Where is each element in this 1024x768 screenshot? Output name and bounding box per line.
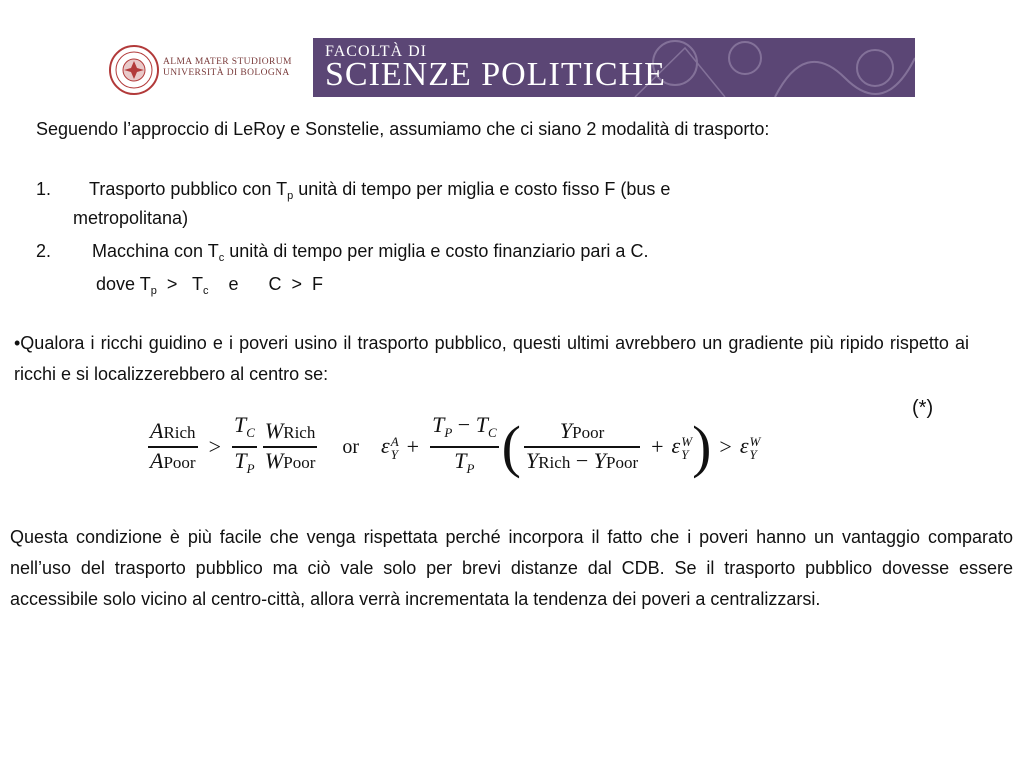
faculty-label: FACOLTÀ DI [325,43,428,60]
list-text: Trasporto pubblico con T [89,179,288,199]
list-text: Macchina con T [92,241,219,261]
fraction-area-ratio: $\frac{\text{ARich}}{\text{APoor}}$ [150,418,196,473]
subscript: p [287,190,294,202]
list-number: 2. [36,241,52,261]
epsilon-W: ε W Y [671,433,693,462]
subscript: c [218,252,225,264]
bullet-paragraph: •Qualora i ricchi guidino e i poveri usino il trasporto pubblico, questi ultimi avrebbero un gradiente più ripido rispetto ai ricchi e si localizzerebbero al centro se: [14,333,969,384]
condition-line [96,273,323,295]
operator: + [651,434,664,459]
list-number: 1. [36,179,52,199]
formula [145,411,845,483]
or-word: or [342,435,360,458]
fraction-time-ratio: $\frac{T_C}{T_P}$ [234,412,255,476]
list-text: unità di tempo per miglia e costo finanziario pari a C. [224,241,649,261]
faculty-banner [313,38,915,97]
formula-tag: (*) [912,397,934,419]
subscript: p [150,285,157,297]
epsilon-A: ε A Y [381,433,399,462]
condition-text: dove T [96,274,151,294]
right-paren: ) [692,414,712,479]
operator: > [208,434,221,459]
operator: + [406,434,420,459]
alma-line-1: ALMA MATER STUDIORUM [163,57,292,67]
subscript: c [203,285,209,297]
operator: > [719,434,732,459]
university-name [163,57,292,79]
conclusion-paragraph: Questa condizione è più facile che venga rispettata perché incorpora il fatto che i poveri hanno un vantaggio comparato nell’uso del trasporto pubblico ma ciò vale solo per brevi distanze dal CDB. Se il trasporto pubblico dovesse essere accessibile solo vicino al centro-città, allora verrà incrementata la tendenza dei poveri a centralizzarsi. [10,527,1013,609]
epsilon-W-rhs: ε W Y [739,433,761,462]
list-item-2 [36,240,648,262]
faculty-title: SCIENZE POLITICHE [325,56,666,93]
intro-text: Seguendo l’approccio di LeRoy e Sonstelie, assumiamo che ci siano 2 modalità di trasporto: [36,119,770,139]
left-paren: ( [501,414,521,479]
list-item-1 [36,178,670,200]
list-item-1-continuation: metropolitana) [73,208,189,228]
alma-line-2: UNIVERSITÀ DI BOLOGNA [163,68,290,78]
fraction-wage-ratio: $\frac{\text{WRich}}{\text{WPoor}}$ [264,418,316,473]
condition-text: e C > F [208,274,324,294]
university-seal-icon [108,44,160,96]
fraction-income: $\frac{\text{YPoor}}{\text{YRich − YPoor}}$ [525,418,639,473]
condition-text: > T [156,274,204,294]
list-text: unità di tempo per miglia e costo fisso F (bus e [293,179,671,199]
fraction-time-diff: $\frac{T_P - T_C}{T_P}$ [432,412,497,476]
